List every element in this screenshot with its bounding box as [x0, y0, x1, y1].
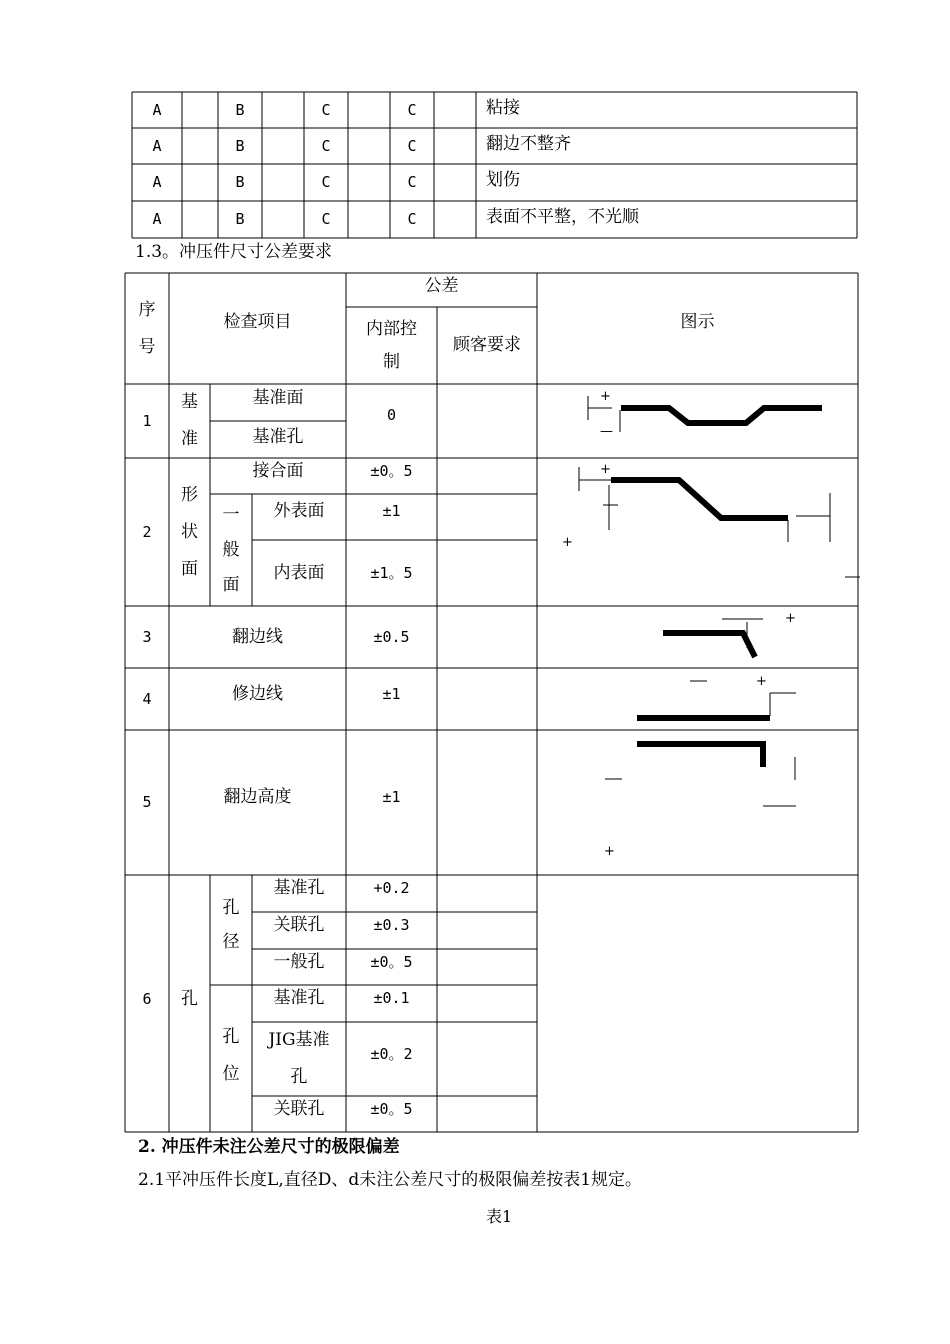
- tolerance-value: ±0.5: [373, 627, 410, 646]
- tolerance-value: ±0.1: [373, 989, 410, 1007]
- section-heading: 1.3。冲压件尺寸公差要求: [135, 242, 333, 262]
- plus-sign: +: [756, 674, 767, 689]
- defect-cell: 翻边不整齐: [486, 134, 571, 154]
- grade-cell: B: [235, 210, 245, 228]
- tolerance-value: ±1。5: [370, 563, 413, 582]
- plus-sign: +: [600, 389, 611, 404]
- header-seq: 序号: [138, 299, 156, 357]
- row-no: 5: [142, 793, 152, 811]
- plus-sign: +: [600, 462, 611, 477]
- row-no: 4: [142, 689, 152, 708]
- tolerance-value: ±1: [382, 502, 401, 520]
- row-no: 1: [142, 411, 152, 430]
- plus-sign: +: [562, 535, 573, 550]
- item-label: 外表面: [273, 501, 325, 521]
- tolerance-value: 0: [386, 405, 397, 424]
- item-label: 关联孔: [273, 1099, 325, 1119]
- grade-cell: A: [152, 173, 162, 191]
- tolerance-value: ±0。5: [370, 462, 413, 480]
- subgroup-label: 孔位: [222, 1027, 240, 1084]
- tolerance-value: ±0。5: [370, 953, 413, 971]
- defect-cell: 划伤: [486, 170, 520, 190]
- row-no: 6: [142, 989, 152, 1008]
- tolerance-value: ±0.3: [373, 916, 410, 934]
- item-label: 关联孔: [273, 915, 325, 935]
- group-label: 孔: [181, 988, 198, 1009]
- grade-cell: C: [321, 173, 331, 191]
- diagram-shape-surface: [579, 467, 860, 577]
- item-label: 翻边线: [232, 626, 283, 647]
- grade-cell: A: [152, 136, 162, 155]
- tolerance-value: ±0。2: [370, 1044, 413, 1063]
- plus-sign: +: [604, 844, 615, 859]
- item-label: JIG基准孔: [268, 1030, 330, 1087]
- item-label: 基准孔: [252, 427, 304, 447]
- item-label: 内表面: [273, 562, 325, 583]
- defect-cell: 粘接: [486, 98, 520, 118]
- minus-sign: —: [600, 424, 613, 439]
- tolerance-value: +0.2: [373, 879, 410, 897]
- row-no: 2: [142, 522, 152, 541]
- subgroup-label: 一般面: [222, 504, 240, 595]
- header-item: 检查项目: [223, 312, 292, 332]
- item-label: 基准孔: [273, 878, 325, 898]
- grade-cell: A: [152, 210, 162, 228]
- grade-cell: C: [407, 210, 417, 228]
- header-internal: 内部控制: [366, 318, 417, 372]
- plus-sign: +: [785, 611, 796, 626]
- grade-cell: B: [235, 100, 245, 119]
- grade-cell: C: [321, 100, 331, 119]
- grade-cell: C: [407, 136, 417, 155]
- item-label: 基准孔: [273, 988, 325, 1008]
- table-caption: 表1: [486, 1207, 513, 1226]
- grade-cell: A: [152, 100, 162, 119]
- grade-cell: C: [407, 100, 417, 119]
- diagram-flange-line: [663, 619, 763, 657]
- item-label: 接合面: [252, 461, 304, 481]
- grade-cell: B: [235, 136, 245, 155]
- grade-cell: B: [235, 173, 245, 191]
- header-tolerance: 公差: [424, 276, 459, 296]
- subgroup-label: 孔径: [222, 898, 240, 952]
- diagram-trim-line: [637, 681, 796, 718]
- grade-cell: C: [321, 210, 331, 228]
- section-heading: 2. 冲压件未注公差尺寸的极限偏差: [138, 1137, 400, 1157]
- group-label: 形状面: [181, 484, 198, 579]
- header-customer: 顾客要求: [453, 335, 521, 355]
- item-label: 翻边高度: [223, 787, 292, 807]
- tolerance-value: ±0。5: [370, 1100, 413, 1118]
- header-figure: 图示: [680, 312, 715, 332]
- diagram-datum: [588, 396, 822, 432]
- item-label: 一般孔: [273, 952, 325, 972]
- defect-cell: 表面不平整，不光顺: [486, 207, 639, 227]
- tolerance-value: ±1: [382, 788, 401, 806]
- diagram-flange-height: [605, 744, 796, 806]
- grade-cell: C: [407, 173, 417, 191]
- tolerance-value: ±1: [382, 684, 401, 703]
- paragraph: 2.1平冲压件长度L,直径D、d未注公差尺寸的极限偏差按表1规定。: [138, 1170, 643, 1190]
- item-label: 修边线: [232, 683, 283, 704]
- group-label: 基准: [181, 392, 198, 449]
- item-label: 基准面: [252, 388, 304, 408]
- grade-cell: C: [321, 136, 331, 155]
- row-no: 3: [142, 627, 152, 646]
